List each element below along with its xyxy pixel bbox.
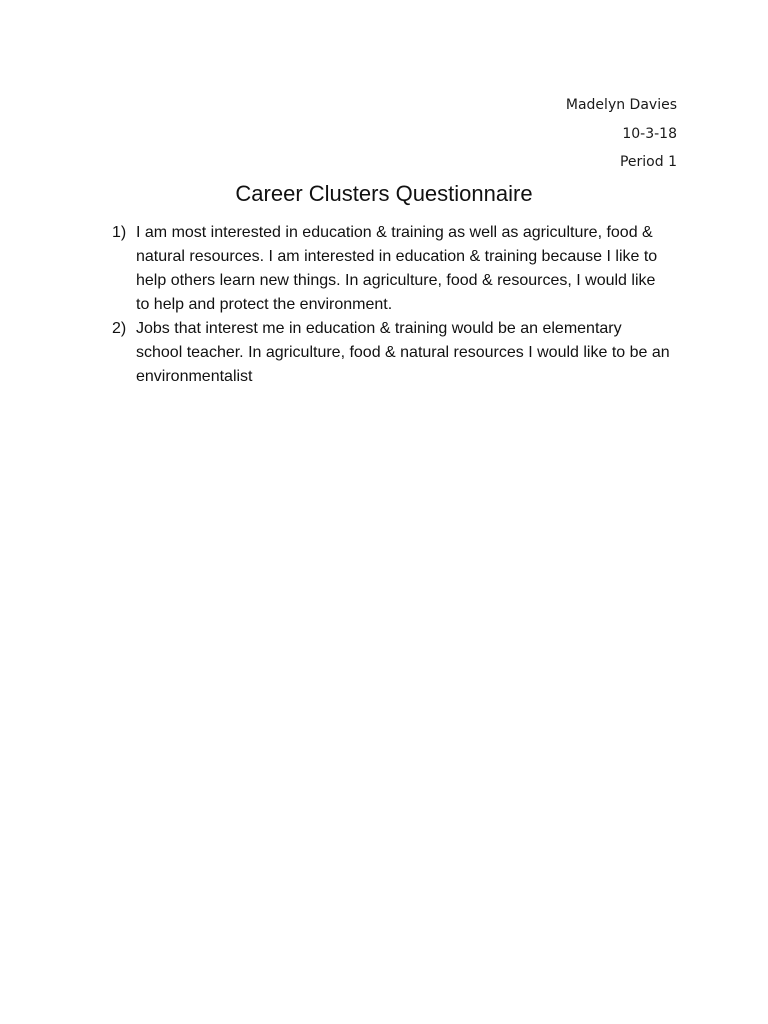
answer-text: I am most interested in education & training as well as agriculture, food & natural resources. I am interested in education & training because I like to help others learn new things. In agriculture, food & resources, I would like to help and protect the environment. [136, 224, 658, 313]
answer-item-2 [112, 317, 672, 389]
answer-item-1 [112, 221, 672, 317]
answer-text: Jobs that interest me in education & training would be an elementary school teacher. In agriculture, food & natural resources I would like to be an environmentalist [136, 320, 670, 385]
answer-number: 2) [112, 320, 127, 337]
class-period: Period 1 [619, 154, 677, 170]
student-name: Madelyn Davies [565, 97, 677, 113]
assignment-date: 10-3-18 [622, 125, 677, 142]
answer-list [112, 221, 672, 389]
student-info-header [566, 91, 677, 177]
answer-number: 1) [112, 224, 127, 241]
document-title: Career Clusters Questionnaire [235, 181, 533, 206]
